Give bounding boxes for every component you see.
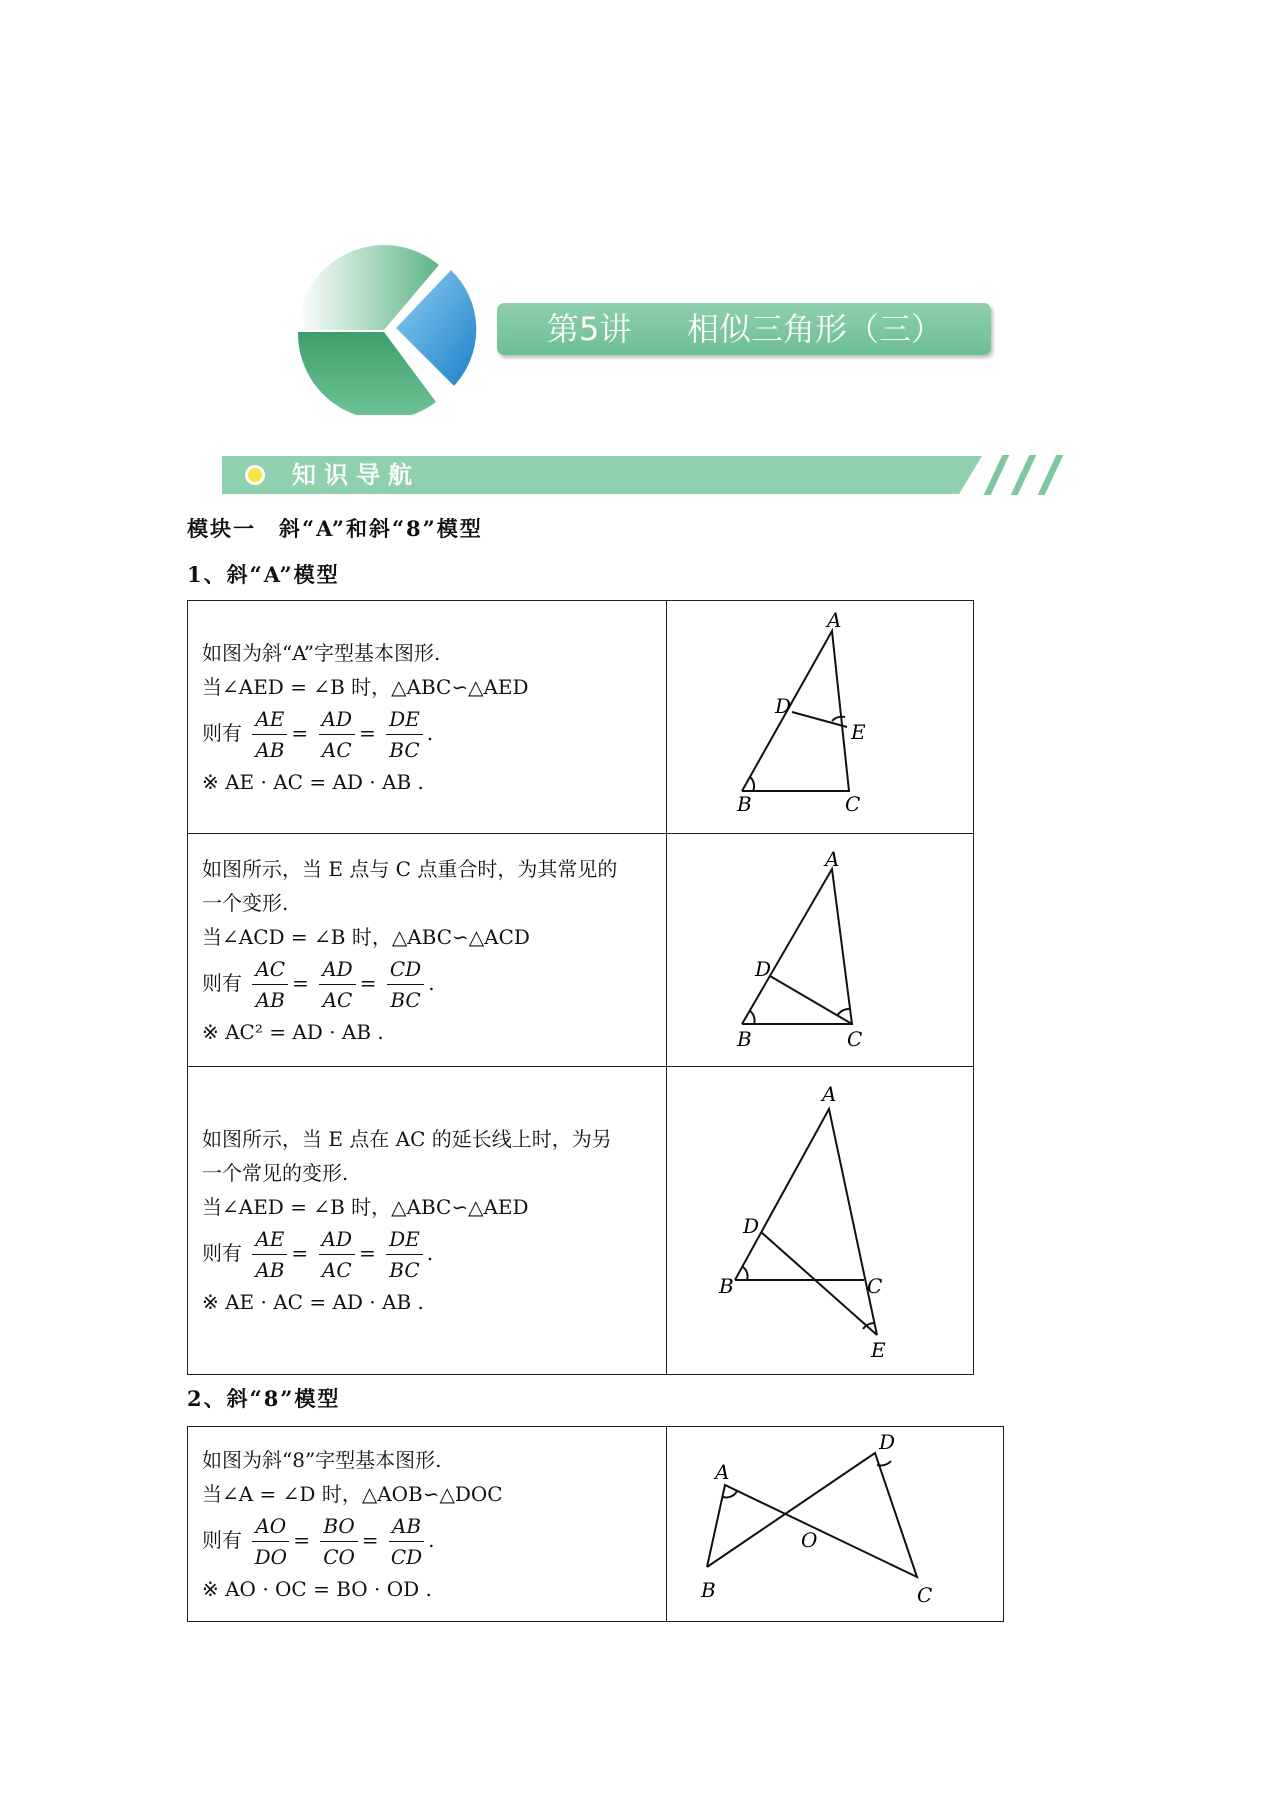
row-text [188, 601, 667, 834]
text-line: 当∠AED = ∠B 时，△ABC∽△AED [202, 1195, 529, 1219]
ratio-line: 则有 $\frac{AO}{DO}$ = $\frac{BO}{CO}$ = $\frac{AB}{CD}$ . [202, 1511, 666, 1572]
table-row [188, 1427, 1004, 1622]
slash-decoration [1011, 455, 1037, 495]
row-figure [667, 834, 974, 1067]
lecture-number: 第5讲 [547, 310, 632, 348]
label-C: C [847, 1027, 863, 1051]
section-2-title: 2、斜“8”模型 [187, 1386, 341, 1411]
label-A: A [822, 1082, 837, 1106]
label-B: B [737, 792, 752, 816]
row-text [188, 834, 667, 1067]
text-line: 当∠A = ∠D 时，△AOB∽△DOC [202, 1481, 503, 1506]
label-D: D [775, 694, 792, 718]
label-B: B [719, 1274, 734, 1298]
bowtie-figure [667, 1427, 1003, 1617]
label-E: E [871, 1338, 886, 1362]
text-line: 当∠ACD = ∠B 时，△ABC∽△ACD [202, 924, 530, 949]
slash-decoration [984, 455, 1010, 495]
lecture-title-bar [497, 303, 991, 355]
module-title: 模块一 斜“A”和斜“8”模型 [187, 516, 483, 541]
label-D: D [755, 957, 772, 981]
a-model-table [187, 600, 974, 1375]
text-line: 如图为斜“8”字型基本图形. [202, 1447, 442, 1472]
label-D: D [879, 1430, 896, 1454]
label-E: E [851, 720, 866, 744]
triangle-figure-1 [667, 601, 973, 829]
text-line: ※ AE · AC = AD · AB . [202, 769, 424, 794]
bullet-icon [245, 465, 265, 485]
table-row [188, 1067, 974, 1375]
text-line: 如图所示，当 E 点在 AC 的延长线上时，为另 [202, 1127, 612, 1151]
chapter-logo [296, 240, 486, 415]
text-line: 如图所示，当 E 点与 C 点重合时，为其常见的 [202, 856, 618, 881]
label-A: A [827, 608, 842, 632]
row-text [188, 1427, 667, 1622]
label-A: A [825, 847, 840, 871]
ratio-line: 则有 $\frac{AC}{AB}$ = $\frac{AD}{AC}$ = $\frac{CD}{BC}$ . [202, 954, 666, 1015]
label-C: C [867, 1274, 883, 1298]
text-line: 一个常见的变形. [202, 1161, 349, 1185]
ratio-line: 则有 $\frac{AE}{AB}$ = $\frac{AD}{AC}$ = $\frac{DE}{BC}$ . [202, 1224, 666, 1285]
table-row [188, 601, 974, 834]
section-1-title: 1、斜“A”模型 [187, 562, 340, 587]
label-A: A [715, 1460, 730, 1484]
label-B: B [737, 1027, 752, 1051]
row-text [188, 1067, 667, 1375]
text-line: 当∠AED = ∠B 时，△ABC∽△AED [202, 674, 529, 699]
eight-model-table [187, 1426, 1004, 1622]
text-line: ※ AE · AC = AD · AB . [202, 1290, 424, 1314]
triangle-figure-3 [667, 1067, 973, 1370]
ratio-line: 则有 $\frac{AE}{AB}$ = $\frac{AD}{AC}$ = $\frac{DE}{BC}$ . [202, 704, 666, 765]
text-line: ※ AC² = AD · AB . [202, 1019, 384, 1044]
triangle-figure-2 [667, 834, 973, 1062]
table-row [188, 834, 974, 1067]
row-figure [667, 601, 974, 834]
text-line: ※ AO · OC = BO · OD . [202, 1576, 432, 1601]
slash-decoration [1038, 455, 1064, 495]
label-C: C [917, 1583, 933, 1607]
text-line: 如图为斜“A”字型基本图形. [202, 640, 441, 665]
nav-title: 知识导航 [292, 460, 420, 489]
lecture-title: 相似三角形（三） [687, 310, 944, 348]
label-D: D [743, 1214, 760, 1238]
label-O: O [801, 1528, 818, 1552]
label-B: B [701, 1578, 716, 1602]
row-figure [667, 1067, 974, 1375]
row-figure [667, 1427, 1004, 1622]
text-line: 一个变形. [202, 890, 289, 915]
label-C: C [845, 792, 861, 816]
